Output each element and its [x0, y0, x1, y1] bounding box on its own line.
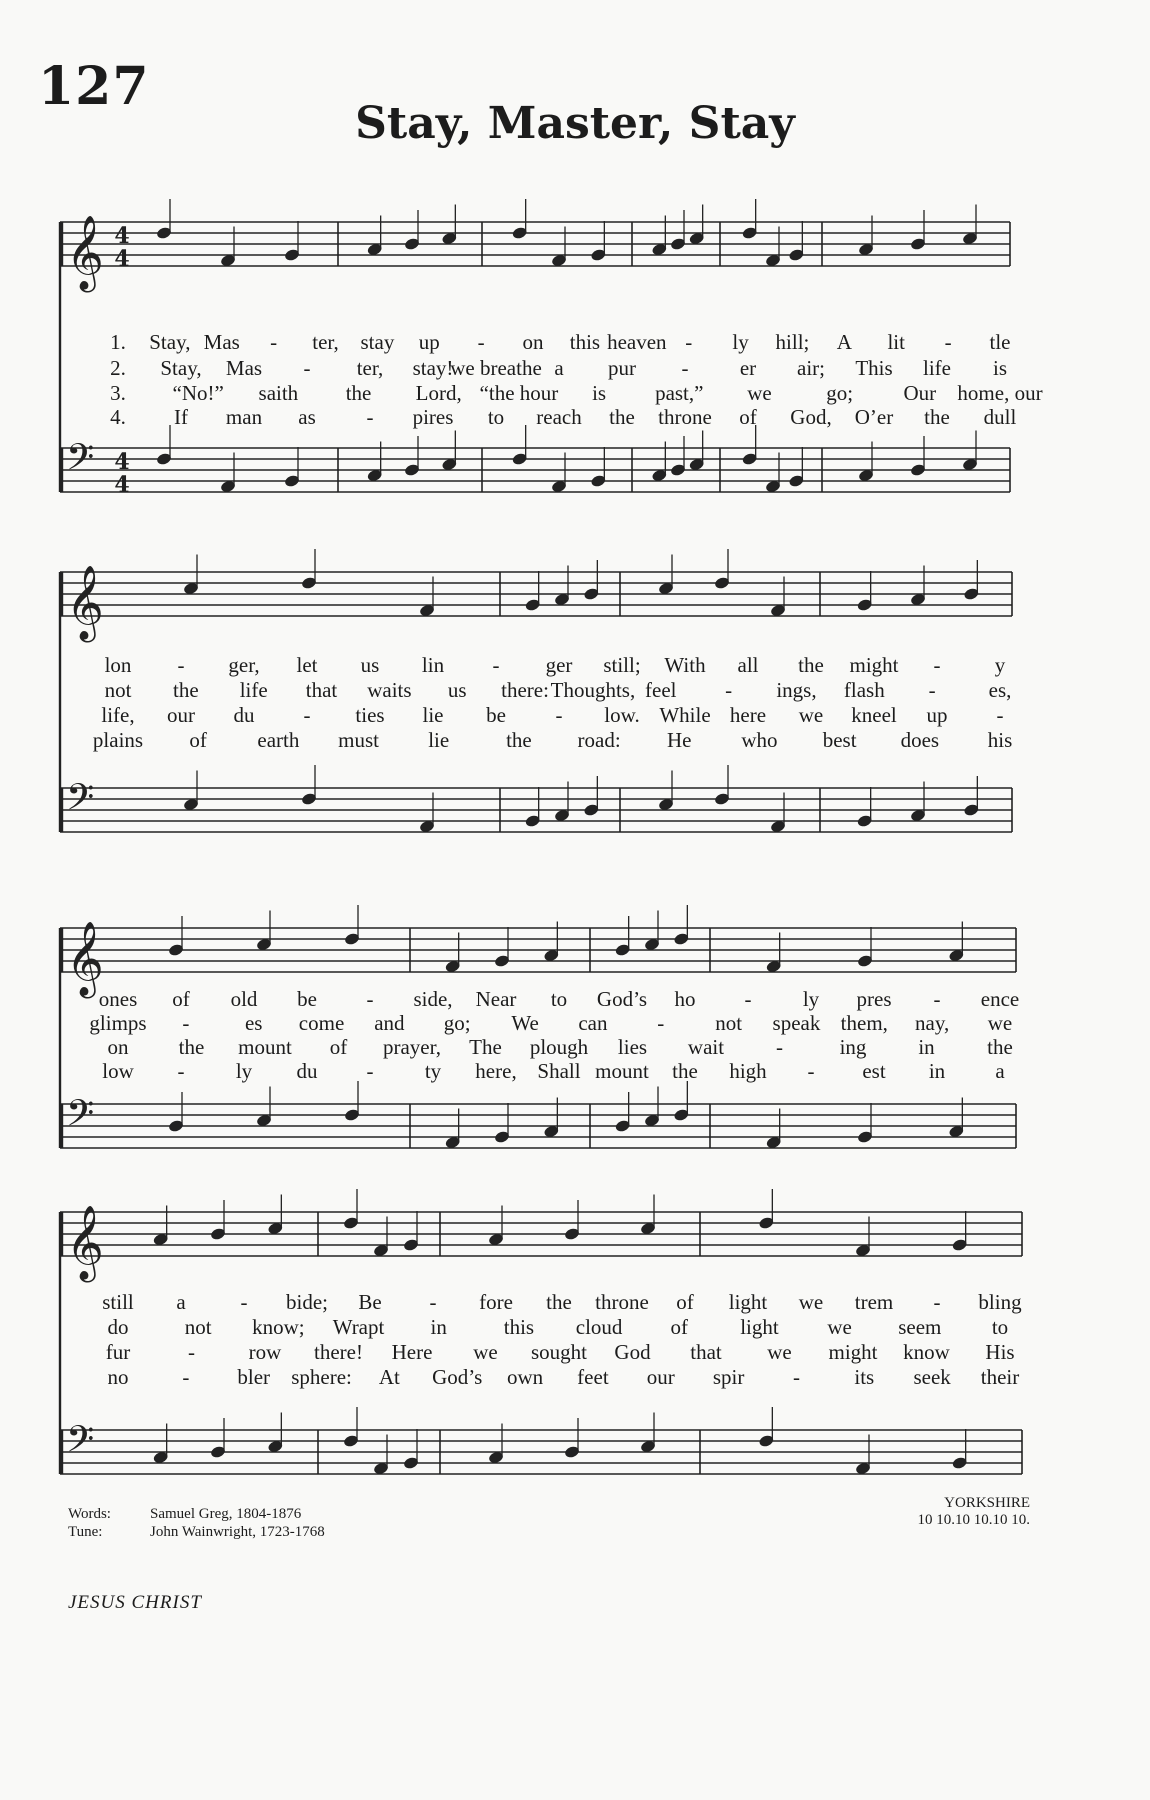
- lyric-syllable: who: [741, 728, 778, 752]
- lyric-syllable: ho: [674, 987, 696, 1011]
- lyric-syllable: life,: [101, 703, 135, 727]
- bass-clef-icon: 𝄢: [66, 776, 95, 828]
- lyric-syllable: -: [303, 703, 311, 727]
- lyric-syllable: is: [992, 356, 1008, 380]
- lyric-line: [0, 728, 1150, 754]
- lyric-syllable: ing: [839, 1035, 867, 1059]
- lyric-syllable: tle: [989, 330, 1011, 354]
- lyric-syllable: spir: [712, 1365, 745, 1389]
- lyric-syllable: let: [296, 653, 318, 677]
- lyric-syllable: es,: [988, 678, 1012, 702]
- lyric-syllable: life: [239, 678, 268, 702]
- lyric-syllable: ings,: [776, 678, 817, 702]
- hymn-number: 127: [38, 56, 150, 117]
- lyric-syllable: est: [862, 1059, 886, 1083]
- lyric-syllable: up: [926, 703, 948, 727]
- lyric-syllable: know: [903, 1340, 950, 1364]
- lyric-syllable: -: [366, 987, 374, 1011]
- lyric-syllable: not: [104, 678, 132, 702]
- lyric-syllable: Our: [903, 381, 937, 405]
- lyric-syllable: trem: [854, 1290, 894, 1314]
- lyric-syllable: du: [233, 703, 255, 727]
- lyric-syllable: ly: [802, 987, 820, 1011]
- lyric-syllable: 4.: [110, 405, 126, 429]
- lyric-syllable: If: [174, 405, 188, 429]
- lyric-syllable: know;: [252, 1315, 305, 1339]
- lyric-syllable: them,: [840, 1011, 888, 1035]
- lyric-syllable: es: [244, 1011, 263, 1035]
- lyric-syllable: -: [657, 1011, 665, 1035]
- lyric-syllable: Lord,: [415, 381, 462, 405]
- lyric-syllable: ter,: [312, 330, 339, 354]
- lyric-syllable: lies: [617, 1035, 648, 1059]
- lyric-syllable: here: [729, 703, 767, 727]
- lyric-syllable: ence: [980, 987, 1020, 1011]
- lyric-syllable: pur: [608, 356, 636, 380]
- lyric-syllable: in: [928, 1059, 946, 1083]
- lyric-syllable: We: [511, 1011, 539, 1035]
- lyric-syllable: of: [172, 987, 190, 1011]
- treble-clef-icon: 𝄞: [66, 216, 104, 290]
- lyric-syllable: prayer,: [382, 1035, 442, 1059]
- lyric-syllable: there!: [314, 1340, 363, 1364]
- lyric-syllable: -: [477, 330, 485, 354]
- lyric-syllable: “No!”: [172, 381, 224, 405]
- lyric-syllable: This: [855, 356, 893, 380]
- lyric-syllable: the: [798, 653, 824, 677]
- lyric-line: [0, 381, 1150, 407]
- lyric-syllable: throne: [595, 1290, 649, 1314]
- lyric-syllable: be: [297, 987, 317, 1011]
- lyric-syllable: high: [729, 1059, 767, 1083]
- lyric-syllable: row: [248, 1340, 282, 1364]
- lyric-syllable: old: [230, 987, 258, 1011]
- lyric-syllable: pres: [856, 987, 892, 1011]
- lyric-syllable: the: [924, 405, 950, 429]
- lyric-syllable: we: [798, 703, 824, 727]
- lyric-syllable: we: [827, 1315, 852, 1339]
- lyric-line: [0, 1059, 1150, 1085]
- lyric-syllable: speak: [772, 1011, 821, 1035]
- lyric-syllable: a: [554, 356, 564, 380]
- lyric-syllable: nay,: [915, 1011, 950, 1035]
- lyric-syllable: saith: [258, 381, 299, 405]
- lyric-syllable: While: [659, 703, 711, 727]
- lyric-line: [0, 653, 1150, 679]
- lyric-syllable: lie: [428, 728, 450, 752]
- lyric-syllable: -: [933, 1290, 941, 1314]
- lyric-syllable: side,: [413, 987, 453, 1011]
- lyric-syllable: y: [994, 653, 1006, 677]
- lyric-syllable: man: [225, 405, 263, 429]
- lyric-syllable: we: [987, 1011, 1013, 1035]
- lyric-syllable: plough: [529, 1035, 589, 1059]
- lyric-syllable: Near: [475, 987, 517, 1011]
- lyric-syllable: and: [374, 1011, 405, 1035]
- lyric-syllable: er: [739, 356, 757, 380]
- lyric-syllable: sought: [530, 1340, 588, 1364]
- lyric-syllable: A: [836, 330, 852, 354]
- lyric-syllable: God,: [790, 405, 832, 429]
- lyric-syllable: Stay,: [160, 356, 202, 380]
- lyric-syllable: that: [305, 678, 338, 702]
- lyric-syllable: low: [102, 1059, 134, 1083]
- lyric-syllable: God’s: [432, 1365, 483, 1389]
- lyric-syllable: there:: [501, 678, 549, 702]
- lyric-syllable: we: [767, 1340, 792, 1364]
- lyric-syllable: ones: [98, 987, 138, 1011]
- lyric-line: [0, 1035, 1150, 1061]
- lyric-syllable: -: [366, 405, 374, 429]
- time-signature-bottom: 4: [114, 472, 130, 498]
- lyric-syllable: of: [676, 1290, 694, 1314]
- lyric-syllable: ger: [545, 653, 573, 677]
- lyric-syllable: -: [807, 1059, 815, 1083]
- lyric-line: [0, 1315, 1150, 1341]
- lyric-syllable: of: [670, 1315, 689, 1339]
- lyric-syllable: own: [506, 1365, 544, 1389]
- lyric-syllable: “the hour: [479, 381, 559, 405]
- lyric-syllable: Be: [358, 1290, 382, 1314]
- lyric-syllable: do: [107, 1315, 129, 1339]
- lyric-syllable: feet: [577, 1365, 609, 1389]
- lyric-syllable: -: [177, 653, 185, 677]
- lyric-syllable: -: [996, 703, 1004, 727]
- lyric-syllable: air;: [797, 356, 825, 380]
- lyric-syllable: fur: [105, 1340, 131, 1364]
- lyric-syllable: -: [933, 653, 941, 677]
- lyric-syllable: ly: [235, 1059, 253, 1083]
- words-credit: [68, 1506, 301, 1523]
- lyric-syllable: their: [980, 1365, 1020, 1389]
- lyric-syllable: home, our: [957, 381, 1043, 405]
- lyric-syllable: come: [298, 1011, 345, 1035]
- lyric-syllable: of: [189, 728, 207, 752]
- lyric-syllable: -: [177, 1059, 185, 1083]
- lyric-syllable: our: [167, 703, 195, 727]
- lyric-line: [0, 987, 1150, 1013]
- tune-label: Tune:: [68, 1524, 103, 1540]
- lyric-syllable: Stay,: [149, 330, 191, 354]
- lyric-syllable: -: [725, 678, 733, 702]
- lyric-syllable: plains: [92, 728, 144, 752]
- lyric-syllable: -: [792, 1365, 800, 1389]
- lyric-syllable: in: [918, 1035, 935, 1059]
- lyric-syllable: -: [492, 653, 500, 677]
- lyric-syllable: go;: [826, 381, 854, 405]
- lyric-syllable: our: [646, 1365, 675, 1389]
- lyric-syllable: heaven: [607, 330, 667, 354]
- lyric-syllable: us: [447, 678, 467, 702]
- bass-clef-icon: 𝄢: [66, 436, 95, 488]
- lyric-syllable: up: [418, 330, 440, 354]
- lyric-syllable: no: [107, 1365, 129, 1389]
- lyric-syllable: His: [985, 1340, 1015, 1364]
- lyric-syllable: in: [430, 1315, 447, 1339]
- lyric-syllable: -: [366, 1059, 374, 1083]
- lyric-syllable: a: [176, 1290, 186, 1314]
- lyric-syllable: road:: [577, 728, 621, 752]
- lyric-syllable: reach: [536, 405, 582, 429]
- lyric-syllable: -: [776, 1035, 783, 1059]
- lyric-syllable: -: [555, 703, 563, 727]
- lyric-syllable: light: [728, 1290, 768, 1314]
- lyric-syllable: hill;: [775, 330, 810, 354]
- lyric-syllable: ly: [732, 330, 749, 354]
- lyric-syllable: sphere:: [291, 1365, 352, 1389]
- lyric-syllable: must: [338, 728, 379, 752]
- treble-clef-icon: 𝄞: [66, 566, 104, 640]
- lyric-line: [0, 678, 1150, 704]
- lyric-syllable: feel: [645, 678, 677, 702]
- lyric-syllable: the: [345, 381, 372, 405]
- lyric-syllable: 1.: [110, 330, 126, 354]
- lyric-syllable: -: [685, 330, 693, 354]
- lyric-syllable: He: [667, 728, 692, 752]
- words-label: Words:: [68, 1506, 111, 1522]
- lyric-line: [0, 1340, 1150, 1366]
- lyric-syllable: -: [429, 1290, 437, 1314]
- lyric-syllable: waits: [367, 678, 412, 702]
- lyric-syllable: that: [690, 1340, 722, 1364]
- lyric-syllable: of: [739, 405, 757, 429]
- lyric-syllable: throne: [658, 405, 712, 429]
- time-signature-top: 4: [114, 222, 130, 249]
- lyric-syllable: does: [900, 728, 940, 752]
- lyric-syllable: ger,: [228, 653, 260, 677]
- lyric-syllable: the: [506, 728, 532, 752]
- lyric-syllable: of: [329, 1035, 348, 1059]
- lyric-syllable: be: [486, 703, 506, 727]
- lyric-syllable: us: [360, 653, 380, 677]
- lyric-syllable: a: [995, 1059, 1005, 1083]
- lyric-syllable: du: [296, 1059, 318, 1083]
- lyric-syllable: still: [102, 1290, 134, 1314]
- lyric-syllable: God: [614, 1340, 651, 1364]
- lyric-syllable: cloud: [575, 1315, 623, 1339]
- lyric-syllable: lin: [421, 653, 445, 677]
- lyric-syllable: stay!: [412, 356, 454, 380]
- words-author: Samuel Greg, 1804-1876: [150, 1506, 302, 1522]
- lyric-syllable: -: [270, 330, 278, 354]
- lyric-syllable: bide;: [286, 1290, 328, 1314]
- lyric-syllable: lie: [422, 703, 444, 727]
- lyric-syllable: low.: [604, 703, 640, 727]
- lyric-syllable: the: [609, 405, 635, 429]
- lyric-syllable: its: [854, 1365, 875, 1389]
- lyric-syllable: all: [737, 653, 759, 677]
- lyric-syllable: to: [487, 405, 505, 429]
- lyric-syllable: -: [928, 678, 936, 702]
- lyric-syllable: God’s: [596, 987, 648, 1011]
- lyric-syllable: lon: [104, 653, 132, 677]
- lyric-syllable: might: [849, 653, 899, 677]
- lyric-syllable: to: [991, 1315, 1009, 1339]
- tune-info: [918, 1495, 1031, 1529]
- lyric-syllable: we: [747, 381, 772, 405]
- time-signature-top: 4: [114, 448, 130, 475]
- lyric-syllable: here,: [475, 1059, 517, 1083]
- lyric-line: [0, 703, 1150, 729]
- lyric-syllable: -: [240, 1290, 248, 1314]
- lyric-syllable: flash: [843, 678, 885, 702]
- lyric-syllable: ties: [355, 703, 385, 727]
- lyric-syllable: on: [522, 330, 544, 354]
- lyric-syllable: -: [182, 1365, 190, 1389]
- lyric-syllable: light: [740, 1315, 779, 1339]
- lyric-syllable: bling: [978, 1290, 1022, 1314]
- lyric-syllable: we breathe: [450, 356, 542, 380]
- lyric-syllable: Mas: [225, 356, 263, 380]
- lyric-syllable: mount: [595, 1059, 649, 1083]
- lyric-syllable: lit: [887, 330, 905, 354]
- lyric-syllable: Thoughts,: [550, 678, 636, 702]
- lyric-syllable: dull: [983, 405, 1017, 429]
- lyric-syllable: not: [715, 1011, 743, 1035]
- lyric-syllable: -: [188, 1340, 195, 1364]
- lyric-syllable: might: [828, 1340, 878, 1364]
- section-heading: JESUS CHRIST: [68, 1592, 202, 1613]
- tune-name: YORKSHIRE: [944, 1495, 1030, 1511]
- lyric-syllable: -: [933, 987, 941, 1011]
- lyric-syllable: mount: [238, 1035, 292, 1059]
- lyric-syllable: glimps: [89, 1011, 147, 1035]
- lyric-syllable: best: [822, 728, 857, 752]
- lyric-syllable: the: [987, 1035, 1013, 1059]
- lyric-syllable: the: [173, 678, 199, 702]
- time-signature-bottom: 4: [114, 246, 130, 272]
- lyric-syllable: 2.: [110, 356, 126, 380]
- treble-clef-icon: 𝄞: [66, 922, 104, 996]
- lyric-syllable: life: [923, 356, 951, 380]
- lyric-syllable: on: [107, 1035, 129, 1059]
- lyric-syllable: The: [469, 1035, 502, 1059]
- lyric-syllable: With: [664, 653, 706, 677]
- lyric-syllable: seem: [898, 1315, 942, 1339]
- lyric-syllable: -: [182, 1011, 190, 1035]
- lyric-syllable: -: [944, 330, 952, 354]
- lyric-syllable: Mas: [203, 330, 240, 354]
- lyric-syllable: the: [546, 1290, 572, 1314]
- treble-clef-icon: 𝄞: [66, 1206, 104, 1280]
- lyric-line: [0, 330, 1150, 356]
- lyric-syllable: can: [578, 1011, 608, 1035]
- lyric-syllable: Shall: [537, 1059, 581, 1083]
- tune-meter: 10 10.10 10.10 10.: [917, 1512, 1030, 1528]
- lyric-syllable: not: [184, 1315, 212, 1339]
- lyric-syllable: to: [550, 987, 568, 1011]
- lyric-syllable: past,”: [655, 381, 704, 405]
- lyric-syllable: Wrapt: [332, 1315, 385, 1339]
- lyric-line: [0, 405, 1150, 431]
- lyric-syllable: this: [569, 330, 601, 354]
- lyric-syllable: 3.: [110, 381, 126, 405]
- lyric-syllable: we: [798, 1290, 824, 1314]
- lyric-syllable: as: [298, 405, 316, 429]
- lyric-syllable: kneel: [851, 703, 897, 727]
- lyric-syllable: -: [744, 987, 752, 1011]
- lyric-syllable: earth: [257, 728, 300, 752]
- lyric-syllable: we: [473, 1340, 498, 1364]
- tune-credit: [68, 1524, 325, 1541]
- hymn-title: Stay, Master, Stay: [355, 98, 795, 149]
- lyric-syllable: this: [503, 1315, 535, 1339]
- bass-clef-icon: 𝄢: [66, 1092, 95, 1144]
- lyric-syllable: ter,: [356, 356, 384, 380]
- lyric-syllable: -: [681, 356, 689, 380]
- lyric-syllable: is: [592, 381, 607, 405]
- lyric-syllable: go;: [443, 1011, 471, 1035]
- lyric-syllable: the: [672, 1059, 698, 1083]
- lyric-syllable: the: [178, 1035, 205, 1059]
- lyric-syllable: wait: [687, 1035, 725, 1059]
- lyric-line: [0, 1290, 1150, 1316]
- lyric-line: [0, 1365, 1150, 1391]
- lyric-syllable: seek: [913, 1365, 951, 1389]
- lyric-syllable: bler: [237, 1365, 271, 1389]
- lyric-syllable: his: [987, 728, 1013, 752]
- lyric-syllable: ty: [424, 1059, 442, 1083]
- lyric-syllable: still;: [603, 653, 641, 677]
- lyric-syllable: fore: [479, 1290, 513, 1314]
- lyric-syllable: stay: [360, 330, 395, 354]
- bass-clef-icon: 𝄢: [66, 1418, 95, 1470]
- tune-author: John Wainwright, 1723-1768: [150, 1524, 325, 1540]
- lyric-syllable: Here: [391, 1340, 433, 1364]
- lyric-syllable: -: [303, 356, 311, 380]
- lyric-syllable: At: [378, 1365, 400, 1389]
- lyric-syllable: pires: [412, 405, 454, 429]
- lyric-syllable: O’er: [854, 405, 894, 429]
- lyric-line: [0, 1011, 1150, 1037]
- lyric-line: [0, 356, 1150, 382]
